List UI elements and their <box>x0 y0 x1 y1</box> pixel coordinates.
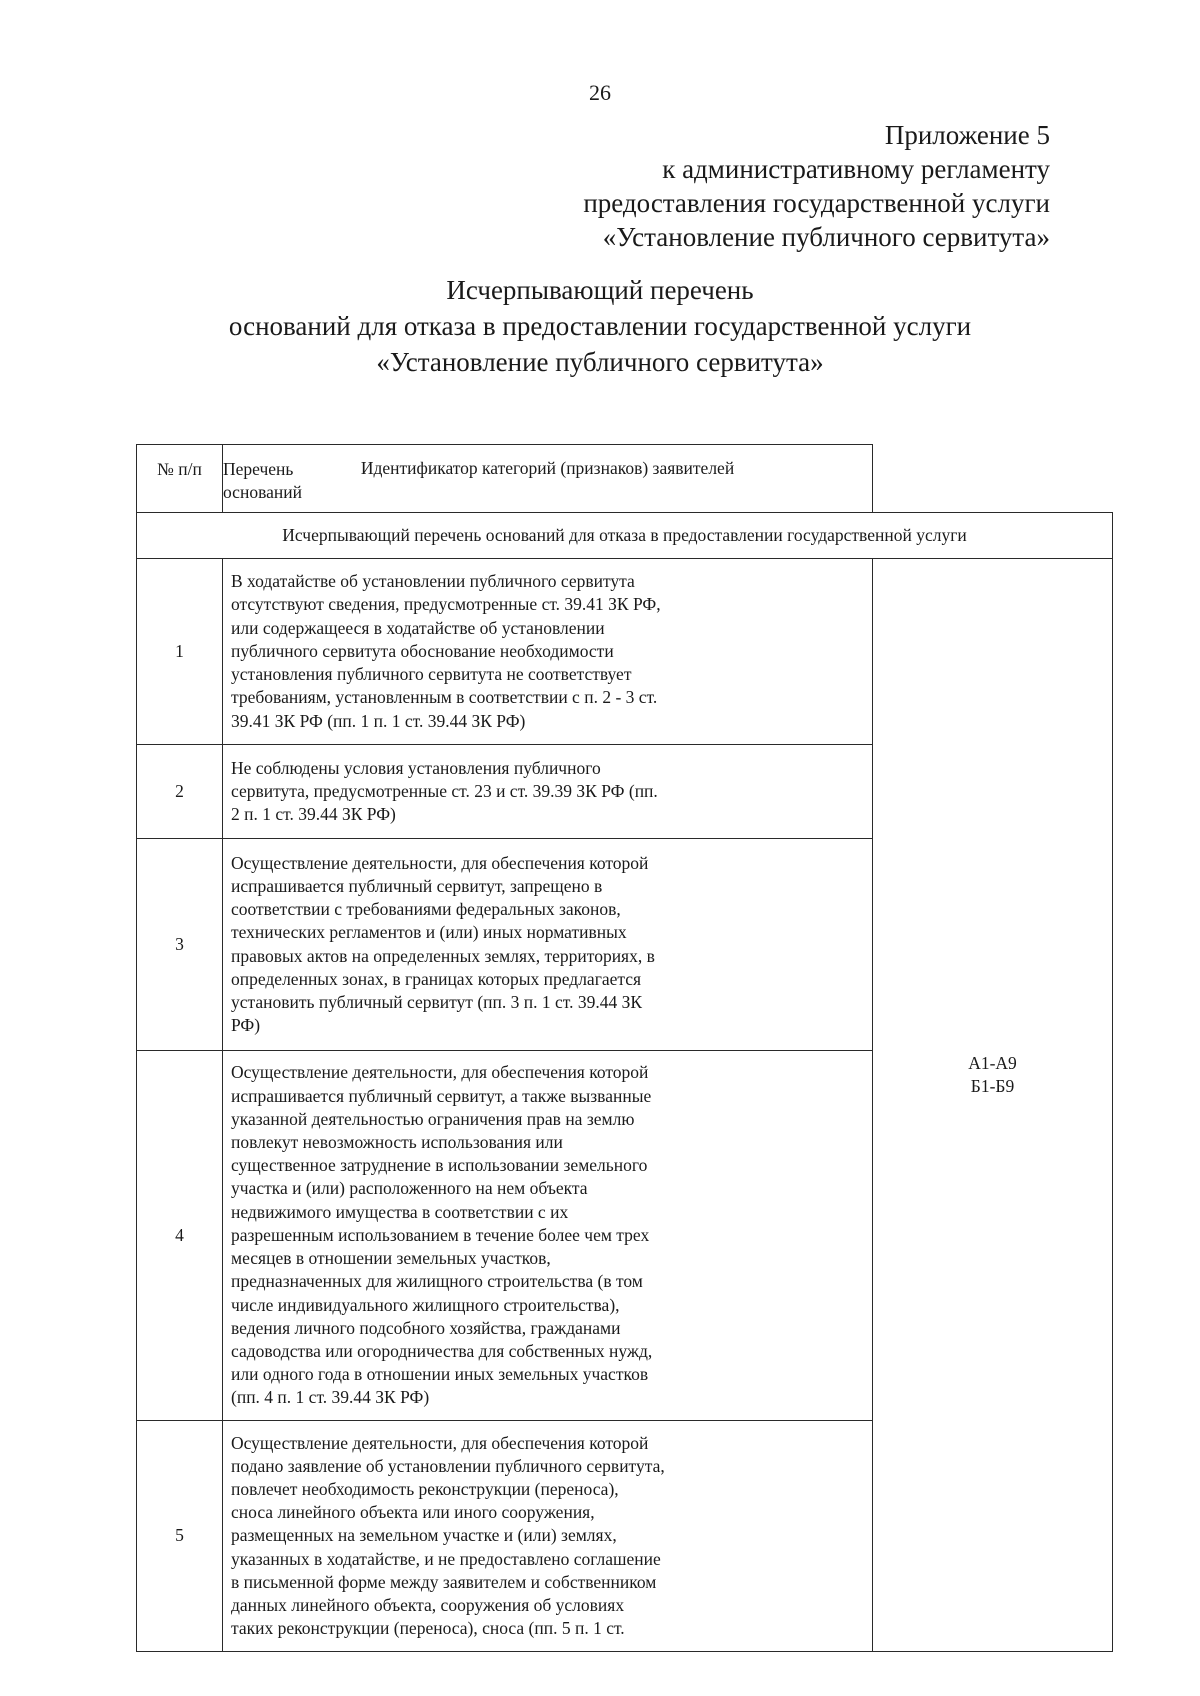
document-title <box>0 272 1200 380</box>
row-line: таких реконструкции (переноса), сноса (пп. 5 п. 1 ст. <box>231 1618 625 1639</box>
row-line: садоводства или огородничества для собственных нужд, <box>231 1340 653 1361</box>
row-text <box>223 839 873 1051</box>
row-line: разрешенным использованием в течение более чем трех <box>231 1224 650 1245</box>
row-line: указанной деятельностью ограничения прав на землю <box>231 1108 635 1129</box>
identifier-cell <box>873 559 1113 1652</box>
row-line: испрашивается публичный сервитут, запрещено в <box>231 875 603 896</box>
row-line: публичного сервитута обоснование необходимости <box>231 640 614 661</box>
row-text <box>223 1051 873 1421</box>
row-line: сервитута, предусмотренные ст. 23 и ст. 39.39 ЗК РФ (пп. <box>231 780 658 801</box>
row-number: 5 <box>137 1421 223 1652</box>
row-line: технических регламентов и (или) иных нормативных <box>231 922 627 943</box>
row-line: предназначенных для жилищного строительства (в том <box>231 1271 643 1292</box>
section-title: Исчерпывающий перечень оснований для отказа в предоставлении государственной услуги <box>137 513 1113 559</box>
row-line: установить публичный сервитут (пп. 3 п. 1 ст. 39.44 ЗК <box>231 991 643 1012</box>
row-line: размещенных на земельном участке и (или) землях, <box>231 1525 617 1546</box>
row-line: участка и (или) расположенного на нем объекта <box>231 1178 588 1199</box>
appendix-header <box>583 118 1050 254</box>
row-line: существенное затруднение в использовании земельного <box>231 1155 648 1176</box>
row-line: испрашивается публичный сервитут, а также вызванные <box>231 1085 652 1106</box>
row-line: недвижимого имущества в соответствии с их <box>231 1201 569 1222</box>
row-number: 3 <box>137 839 223 1051</box>
row-line: Не соблюдены условия установления публичного <box>231 757 601 778</box>
row-line: ведения личного подсобного хозяйства, гражданами <box>231 1317 621 1338</box>
appendix-line-4: «Установление публичного сервитута» <box>602 222 1050 252</box>
row-line: требованиям, установленным в соответствии с п. 2 - 3 ст. <box>231 687 658 708</box>
row-line: 2 п. 1 ст. 39.44 ЗК РФ) <box>231 804 396 825</box>
table-header-row: № п/п Перечень оснований Идентификатор категорий (признаков) заявителей <box>137 445 1113 513</box>
row-line: указанных в ходатайстве, и не предоставлено соглашение <box>231 1548 661 1569</box>
table-row <box>137 559 1113 745</box>
identifier-line-2: Б1-Б9 <box>970 1076 1015 1096</box>
row-line: подано заявление об установлении публичного сервитута, <box>231 1455 665 1476</box>
page-number: 26 <box>589 80 611 105</box>
row-line: Осуществление деятельности, для обеспечения которой <box>231 1432 649 1453</box>
row-line: отсутствуют сведения, предусмотренные ст. 39.41 ЗК РФ, <box>231 594 661 615</box>
row-line: повлекут невозможность использования или <box>231 1132 563 1153</box>
header-num: № п/п <box>137 445 223 513</box>
appendix-line-2: к административному регламенту <box>662 154 1050 184</box>
row-line: сноса линейного объекта или иного сооружения, <box>231 1502 595 1523</box>
row-line: или одного года в отношении иных земельных участков <box>231 1364 649 1385</box>
row-line: данных линейного объекта, сооружения об условиях <box>231 1595 625 1615</box>
identifier-line-1: А1-А9 <box>968 1052 1017 1073</box>
row-line: РФ) <box>231 1015 261 1036</box>
row-line: 39.41 ЗК РФ (пп. 1 п. 1 ст. 39.44 ЗК РФ) <box>231 710 526 731</box>
row-line: правовых актов на определенных землях, территориях, в <box>231 945 655 966</box>
row-line: определенных зонах, в границах которых предлагается <box>231 968 642 989</box>
row-line: числе индивидуального жилищного строительства), <box>231 1294 620 1315</box>
header-identifier: Идентификатор категорий (признаков) заявителей <box>223 445 873 513</box>
title-line-1: Исчерпывающий перечень <box>446 275 754 305</box>
row-number: 2 <box>137 745 223 839</box>
row-text <box>223 559 873 745</box>
section-title-row <box>137 513 1113 559</box>
row-line: повлечет необходимость реконструкции (переноса), <box>231 1478 619 1499</box>
row-line: Осуществление деятельности, для обеспечения которой <box>231 1062 649 1083</box>
title-line-3: «Установление публичного сервитута» <box>376 347 824 377</box>
appendix-line-1: Приложение 5 <box>884 120 1050 150</box>
row-line: Осуществление деятельности, для обеспечения которой <box>231 852 649 873</box>
row-line: соответствии с требованиями федеральных законов, <box>231 899 621 920</box>
row-line: в письменной форме между заявителем и собственником <box>231 1571 657 1592</box>
row-line: установления публичного сервитута не соответствует <box>231 664 632 685</box>
grounds-table <box>136 444 1113 1652</box>
row-line: месяцев в отношении земельных участков, <box>231 1248 551 1269</box>
appendix-line-3: предоставления государственной услуги <box>583 188 1050 218</box>
row-line: (пп. 4 п. 1 ст. 39.44 ЗК РФ) <box>231 1387 430 1408</box>
row-text <box>223 745 873 839</box>
row-number: 4 <box>137 1051 223 1421</box>
title-line-2: оснований для отказа в предоставлении государственной услуги <box>228 311 972 341</box>
row-line: В ходатайстве об установлении публичного сервитута <box>231 571 635 592</box>
row-line: или содержащееся в ходатайстве об установлении <box>231 617 605 638</box>
row-number: 1 <box>137 559 223 745</box>
row-text <box>223 1421 873 1652</box>
